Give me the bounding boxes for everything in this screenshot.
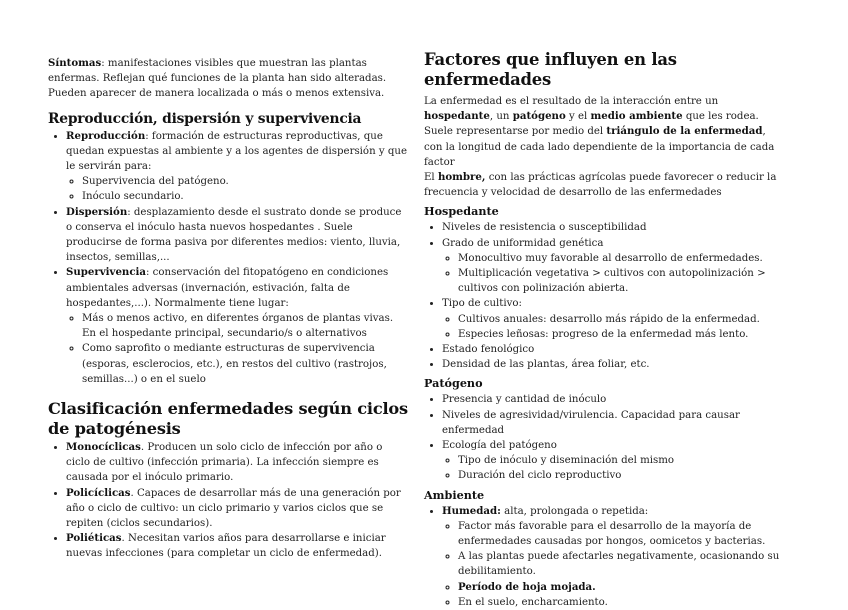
list-item: • Monocíclicas. Producen un solo ciclo de infección por año o ciclo de cultivo (infección primaria). La infección siempre es causada por el inóculo primario. (66, 440, 408, 486)
intro-paragraph-3: El hombre, con las prácticas agrícolas puede favorecer o reducir la frecuencia y velocidad de desarrollo de las enfermedades (424, 171, 777, 199)
list-item: • Dispersión: desplazamiento desde el sustrato donde se produce o conserva el inóculo hasta nuevos hospedantes . Suele producirse de forma pasiva por diferentes medios: viento, lluvia, insectos, semillas,... (66, 205, 408, 266)
list-item: • Densidad de las plantas, área foliar, etc. (442, 357, 784, 372)
rds-list (48, 129, 408, 387)
list-item: ◦ Duración del ciclo reproductivo (458, 468, 784, 483)
intro-paragraph-1: La enfermedad es el resultado de la interacción entre un hospedante, un patógeno y el medio ambiente que les rodea. (424, 96, 759, 123)
sintomas-term: Síntomas (48, 57, 102, 69)
list-item: • Presencia y cantidad de inóculo (442, 392, 784, 407)
left-column (48, 56, 408, 562)
list-item: • Niveles de resistencia o susceptibilidad (442, 220, 784, 235)
sintomas-text: : manifestaciones visibles que muestran las plantas enfermas. Reflejan qué funciones de la planta han sido alteradas. Pueden aparecer de manera localizada o más o menos extensiva. (48, 58, 387, 100)
list-item: • Reproducción: formación de estructuras reproductivas, que quedan expuestas al ambiente y a los agentes de dispersión y que le servirán para: ◦ Supervivencia del patógeno. ◦ Inóculo secundario. (66, 129, 408, 205)
list-item: ◦ Factor más favorable para el desarrollo de la mayoría de enfermedades causadas por hongos, oomicetos y bacterias. (458, 519, 784, 549)
patogeno-heading: Patógeno (424, 376, 483, 391)
hospedante-list (424, 220, 784, 372)
clasificacion-heading: Clasificación enfermedades según ciclos de patogénesis (48, 399, 408, 439)
list-item: • Ecología del patógeno ◦ Tipo de inóculo y diseminación del mismo ◦ Duración del ciclo reproductivo (442, 438, 784, 484)
list-item: ◦ Como saprofito o mediante estructuras de supervivencia (esporas, esclerocios, etc.), en restos del cultivo (rastrojos, semillas...) o en el suelo (82, 341, 408, 387)
hospedante-heading: Hospedante (424, 204, 499, 219)
list-item: ◦ Tipo de inóculo y diseminación del mismo (458, 453, 784, 468)
list-item: ◦ A las plantas puede afectarles negativamente, ocasionando su debilitamiento. (458, 549, 784, 579)
list-item: ◦ Monocultivo muy favorable al desarrollo de enfermedades. (458, 251, 784, 266)
list-item: • Niveles de agresividad/virulencia. Capacidad para causar enfermedad (442, 408, 784, 438)
rds-heading: Reproducción, dispersión y supervivencia (48, 110, 362, 127)
sintomas-paragraph (48, 56, 408, 102)
list-item: ◦ Supervivencia del patógeno. (82, 174, 408, 189)
uniformidad-sublist (442, 251, 784, 297)
ecologia-sublist (442, 453, 784, 483)
list-item: ◦ Multiplicación vegetativa > cultivos con autopolinización > cultivos con polinización abierta. (458, 266, 784, 296)
humedad-sublist (442, 519, 784, 610)
right-column (424, 50, 784, 610)
list-item: • Estado fenológico (442, 342, 784, 357)
list-item: • Supervivencia: conservación del fitopatógeno en condiciones ambientales adversas (invernación, estivación, falta de hospedantes,...). Normalmente tiene lugar: ◦ Más o menos activo, en diferentes órganos de plantas vivas. En el hospedante principal, secundario/s o alternativos ◦ Como saprofito o mediante estructuras de supervivencia (esporas, esclerocios, etc.), en restos del cultivo (rastrojos, semillas...) o en el suelo (66, 265, 408, 387)
supervivencia-sublist (66, 311, 408, 387)
clasificacion-list (48, 440, 408, 562)
factores-heading: Factores que influyen en las enfermedades (424, 50, 677, 89)
ambiente-list (424, 504, 784, 610)
list-item: ◦ Cultivos anuales: desarrollo más rápido de la enfermedad. (458, 312, 784, 327)
list-item: • Humedad: alta, prolongada o repetida: ◦ Factor más favorable para el desarrollo de la mayoría de enfermedades causadas por hongos, oomicetos y bacterias. ◦ A las plantas puede afectarles negativamente, ocasionando su debilitamiento. ◦ Período de hoja mojada. ◦ En el suelo, encharcamiento. (442, 504, 784, 610)
list-item: ◦ Inóculo secundario. (82, 189, 408, 204)
list-item: • Poliéticas. Necesitan varios años para desarrollarse e iniciar nuevas infecciones (para completar un ciclo de enfermedad). (66, 531, 408, 561)
ambiente-heading: Ambiente (424, 487, 485, 502)
reproduccion-sublist (66, 174, 408, 204)
list-item: ◦ Más o menos activo, en diferentes órganos de plantas vivas. En el hospedante principal, secundario/s o alternativos (82, 311, 408, 341)
list-item: ◦ Período de hoja mojada. (458, 580, 784, 595)
patogeno-list (424, 392, 784, 483)
list-item: • Policíclicas. Capaces de desarrollar más de una generación por año o ciclo de cultivo: un ciclo primario y varios ciclos que se repiten (ciclos secundarios). (66, 486, 408, 532)
list-item: • Tipo de cultivo: ◦ Cultivos anuales: desarrollo más rápido de la enfermedad. ◦ Especies leñosas: progreso de la enfermedad más lento. (442, 296, 784, 342)
list-item: ◦ En el suelo, encharcamiento. (458, 595, 784, 610)
list-item: ◦ Especies leñosas: progreso de la enfermedad más lento. (458, 327, 784, 342)
list-item: • Grado de uniformidad genética ◦ Monocultivo muy favorable al desarrollo de enfermedades. ◦ Multiplicación vegetativa > cultivos con autopolinización > cultivos con polinización abierta. (442, 236, 784, 297)
intro-paragraph-2: Suele representarse por medio del triángulo de la enfermedad, con la longitud de cada lado dependiente de la importancia de cada factor (424, 125, 775, 168)
cultivo-sublist (442, 312, 784, 342)
